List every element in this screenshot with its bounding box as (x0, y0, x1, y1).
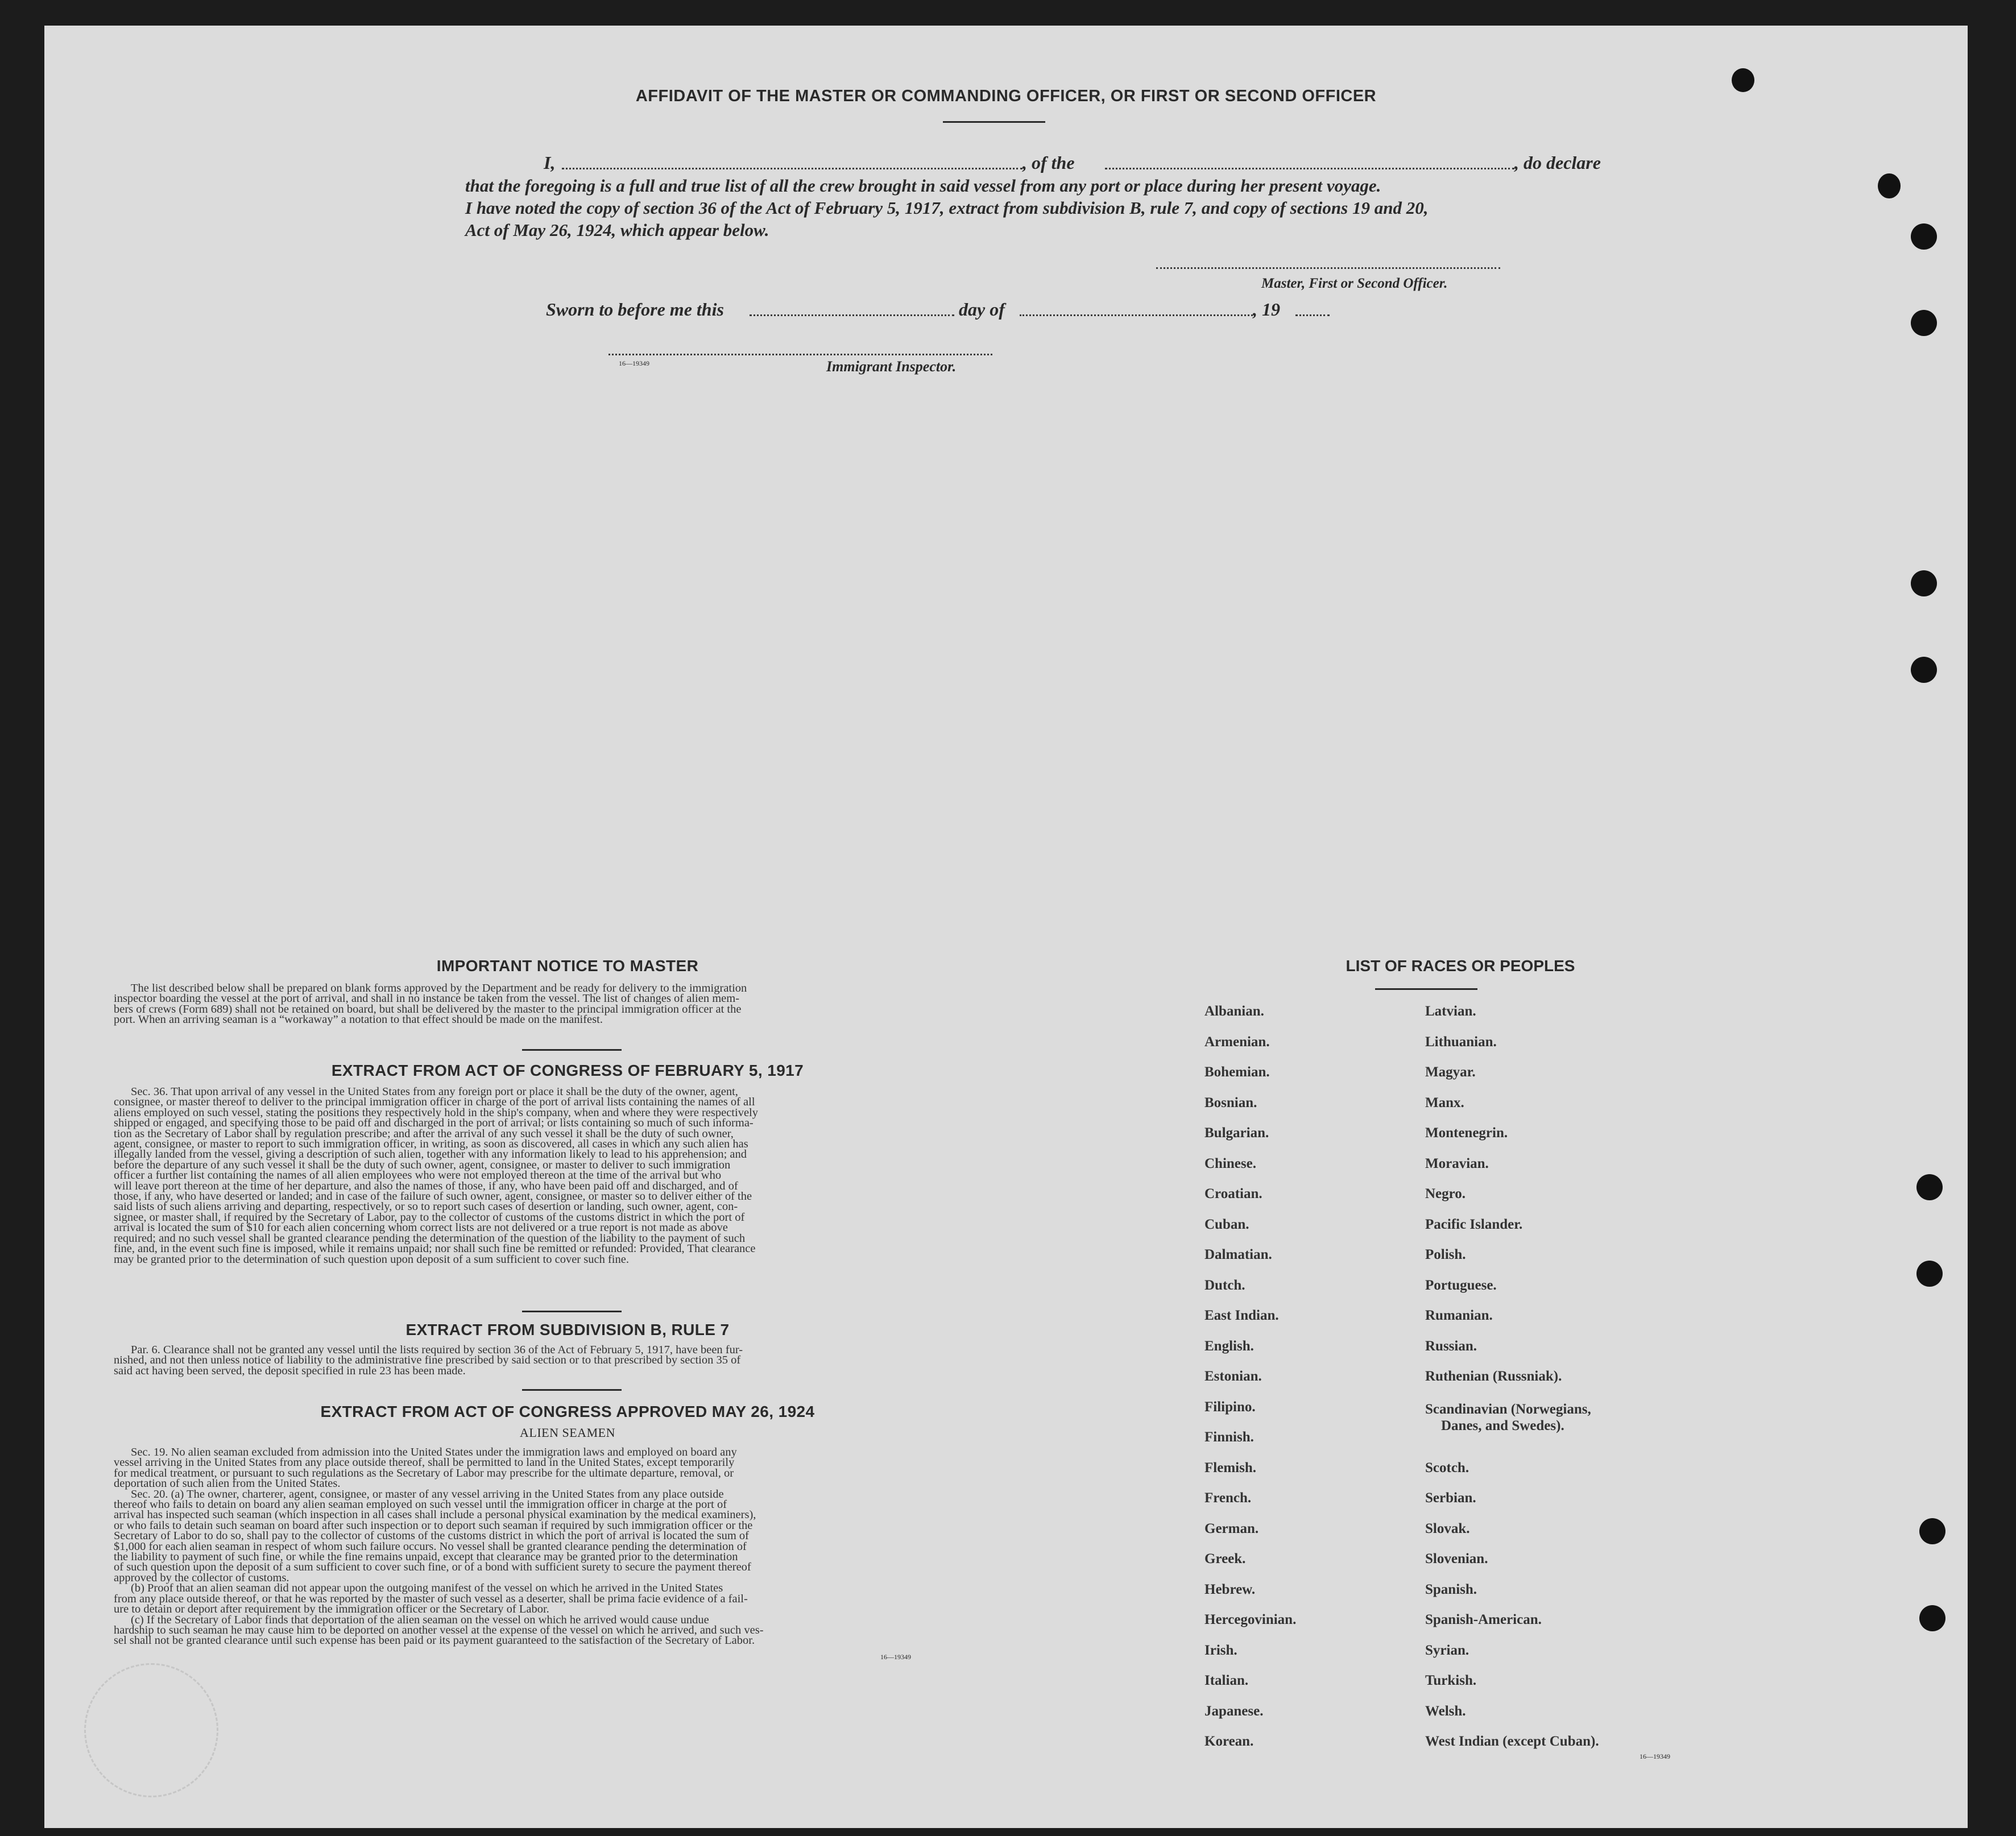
extract-line: tion as the Secretary of Labor shall by regulation prescribe; and after the arrival of any such vessel it shall be the duty of such owner, (114, 1127, 734, 1140)
notice-line: port. When an arriving seaman is a “workaway” a notation to that effect should be made on the manifest. (114, 1013, 603, 1026)
extract-line: will leave port thereon at the time of her departure, and also the names of those, if any, who have been paid off and discharged, and of (114, 1179, 738, 1192)
sworn-day: day of (959, 299, 1005, 320)
notice-line: The list described below shall be prepared on blank forms approved by the Department and be ready for delivery to the immigration (131, 982, 747, 994)
race-item: Russian. (1425, 1338, 1477, 1354)
punch-hole (1911, 570, 1937, 596)
extract-line: approved by the collector of customs. (114, 1571, 289, 1584)
extract-line: $1,000 for each alien seaman in respect of whom such failure occurs. No vessel shall be granted clearance pending the determination of (114, 1540, 747, 1553)
sworn-year: , 19 (1253, 299, 1280, 320)
race-item: Hercegovinian. (1204, 1612, 1297, 1627)
sworn-prefix: Sworn to before me this (546, 299, 724, 320)
race-item: Dalmatian. (1204, 1247, 1272, 1262)
race-item-continued: Danes, and Swedes). (1441, 1418, 1564, 1433)
declaration-line-3: I have noted the copy of section 36 of the Act of February 5, 1917, extract from subdivision B, rule 7, and copy of sections 19 and 20, (465, 198, 1429, 218)
extract-line: Secretary of Labor to do so, shall pay to the collector of customs of the customs district in which the port of arrival is located the sum of (114, 1530, 749, 1543)
race-item: Estonian. (1204, 1369, 1262, 1384)
extract-1924-title: EXTRACT FROM ACT OF CONGRESS APPROVED MAY 26, 1924 (320, 1403, 815, 1420)
punch-hole (1878, 173, 1901, 198)
signature-label: Master, First or Second Officer. (1261, 276, 1448, 291)
faint-stamp (84, 1663, 218, 1797)
races-title-underline (1375, 988, 1477, 990)
punch-hole (1916, 1174, 1943, 1200)
title-underline (943, 121, 1045, 123)
race-item: Scandinavian (Norwegians, (1425, 1402, 1591, 1417)
rule7-line: said act having been served, the deposit specified in rule 23 has been made. (114, 1364, 466, 1377)
extract-line: hardship to such seaman he may cause him to be deported on another vessel at the expense of the vessel on which he arrived, and such ves- (114, 1623, 764, 1636)
extract-line: (b) Proof that an alien seaman did not appear upon the outgoing manifest of the vessel on which he arrived in the United States (131, 1582, 723, 1595)
extract-line: required; and no such vessel shall be granted clearance pending the determination of the question of the liability to the payment of such (114, 1232, 746, 1245)
notice-body (114, 983, 983, 1025)
extract-line: officer a further list containing the names of all alien employees who were not employed thereon at the time of the arrival but who (114, 1169, 722, 1182)
race-item: Armenian. (1204, 1034, 1270, 1050)
extract-line: aliens employed on such vessel, stating the positions they respectively hold in the ship's company, when and where they were respectively (114, 1106, 758, 1119)
race-item: Chinese. (1204, 1155, 1256, 1171)
race-item: Bosnian. (1204, 1095, 1257, 1110)
extract-1917-body (114, 1087, 983, 1265)
document-page (44, 26, 1968, 1828)
extract-line: from any place outside thereof, or that he was reported by the master of such vessel as a deserter, shall be prima facie evidence of a fail- (114, 1592, 748, 1605)
divider (522, 1311, 622, 1312)
race-item: Serbian. (1425, 1490, 1476, 1506)
punch-hole (1911, 657, 1937, 683)
race-item: Turkish. (1425, 1673, 1477, 1688)
race-item: Spanish-American. (1425, 1612, 1542, 1627)
race-item: Finnish. (1204, 1429, 1254, 1445)
punch-hole (1916, 1261, 1943, 1287)
extract-line: consignee, or master thereof to deliver to the principal immigration officer in charge of the port of arrival lists containing the names of all (114, 1096, 755, 1109)
race-item: Dutch. (1204, 1277, 1245, 1293)
race-item: French. (1204, 1490, 1252, 1506)
rule7-line: Par. 6. Clearance shall not be granted any vessel until the lists required by section 36 of the Act of February 5, 1917, have been fur- (131, 1344, 743, 1356)
extract-line: of such question upon the deposit of a sum sufficient to cover such fine, or of a bond with sufficient surety to secure the payment thereof (114, 1561, 751, 1574)
race-item: West Indian (except Cuban). (1425, 1734, 1599, 1749)
extract-line: the liability to payment of such fine, or while the fine remains unpaid, except that clearance may be granted prior to the determination (114, 1551, 738, 1564)
extract-line: Sec. 36. That upon arrival of any vessel in the United States from any foreign port or place it shall be the duty of the owner, agent, (131, 1085, 738, 1098)
race-item: Slovak. (1425, 1520, 1470, 1536)
declaration-line-4: Act of May 26, 1924, which appear below. (465, 220, 769, 240)
race-item: Bulgarian. (1204, 1125, 1269, 1141)
race-item: Rumanian. (1425, 1308, 1493, 1323)
punch-hole (1911, 310, 1937, 336)
race-item: Spanish. (1425, 1581, 1477, 1597)
race-item: Albanian. (1204, 1004, 1264, 1019)
extract-line: (c) If the Secretary of Labor finds that deportation of the alien seaman on the vessel on which he arrived would cause undue (131, 1613, 709, 1626)
race-item: Greek. (1204, 1551, 1246, 1566)
punch-hole (1919, 1605, 1945, 1631)
extract-line: may be granted prior to the determination of such question upon deposit of a sum sufficient to cover such fine. (114, 1253, 629, 1266)
race-item: German. (1204, 1520, 1259, 1536)
extract-line: arrival has inspected such seaman (which inspection in all cases shall include a personal physical examination by the medical examiners), (114, 1508, 756, 1522)
declaration-of: , of the (1023, 152, 1075, 173)
race-item: Syrian. (1425, 1642, 1469, 1658)
inspector-blank (608, 354, 992, 355)
race-item: Hebrew. (1204, 1581, 1256, 1597)
extract-line: thereof who fails to detain on board any alien seaman employed on such vessel until the immigration officer in charge at the port of (114, 1498, 727, 1511)
declaration-line-1 (499, 152, 1705, 175)
race-item: Magyar. (1425, 1064, 1476, 1080)
extract-line: or who fails to detain such seaman on board after such inspection or to deport such seaman if required by such immigration officer or the (114, 1519, 753, 1532)
extract-line: before the departure of any such vessel it shall be the duty of such owner, agent, consignee, or master to deliver to such immigration (114, 1158, 731, 1171)
notice-line: bers of crews (Form 689) shall not be retained on board, but shall be delivered by the master to the principal immigration officer at the (114, 1002, 742, 1016)
signature-blank (1156, 267, 1500, 269)
race-item: Bohemian. (1204, 1064, 1270, 1080)
races-title: LIST OF RACES OR PEOPLES (1346, 957, 1575, 975)
punch-hole (1911, 223, 1937, 250)
extract-line: signee, or master shall, if required by the Secretary of Labor, pay to the collector of customs of the customs district in which the port of (114, 1211, 745, 1224)
divider (522, 1389, 622, 1391)
year-blank (1295, 314, 1330, 316)
extract-line: ure to detain or deport after requirement by the immigration officer or the Secretary of Labor. (114, 1603, 549, 1616)
extract-line: Sec. 20. (a) The owner, charterer, agent, consignee, or master of any vessel arriving in the United States from any place outside (131, 1487, 724, 1501)
race-item: Ruthenian (Russniak). (1425, 1369, 1562, 1384)
inspector-label: Immigrant Inspector. (826, 358, 957, 375)
race-item: Italian. (1204, 1673, 1249, 1688)
extract-line: fine, and, in the event such fine is imposed, while it remains unpaid; nor shall such fine be remitted or refunded: Provided, That clearance (114, 1242, 756, 1255)
race-item: Flemish. (1204, 1460, 1256, 1476)
race-item: East Indian. (1204, 1308, 1279, 1323)
rule7-body (114, 1345, 983, 1376)
divider (522, 1049, 622, 1051)
extract-line: those, if any, who have deserted or landed; and in case of the failure of such owner, agent, consignee, or master so to deliver either of the (114, 1190, 752, 1203)
extract-line: said lists of such aliens arriving and departing, respectively, or so to report such cases of desertion or landing, such owner, agent, con- (114, 1200, 738, 1213)
month-blank (1020, 314, 1253, 316)
extract-line: agent, consignee, or master to report to such immigration officer, in writing, as soon as discovered, all cases in which any such alien has (114, 1138, 748, 1151)
notice-title: IMPORTANT NOTICE TO MASTER (436, 957, 699, 975)
extract-line: shipped or engaged, and specifying those to be paid off and discharged in the port of arrival; or lists containing so much of such informa- (114, 1117, 754, 1130)
notice-line: inspector boarding the vessel at the port of arrival, and shall in no instance be taken from the vessel. The list of changes of alien mem- (114, 992, 740, 1005)
extract-line: deportation of such alien from the United States. (114, 1477, 341, 1490)
affidavit-form-number: 16—19349 (619, 359, 649, 367)
race-item: Montenegrin. (1425, 1125, 1508, 1141)
race-item: Polish. (1425, 1247, 1466, 1262)
extract-1924-body (114, 1447, 983, 1646)
rule7-title: EXTRACT FROM SUBDIVISION B, RULE 7 (405, 1321, 730, 1338)
race-item: Korean. (1204, 1734, 1254, 1749)
race-item: Filipino. (1204, 1399, 1256, 1415)
race-item: Japanese. (1204, 1703, 1264, 1719)
rule7-line: nished, and not then unless notice of liability to the administrative fine prescribed by said section or to that prescribed by section 35 of (114, 1354, 741, 1367)
vessel-blank (1105, 168, 1514, 169)
extract-line: sel shall not be granted clearance until such expense has been paid or its payment guaranteed to the satisfaction of the Secretary of Labor. (114, 1634, 755, 1647)
race-item: Croatian. (1204, 1186, 1262, 1201)
declaration-declare: , do declare (1514, 152, 1601, 173)
name-blank (562, 168, 1023, 169)
extract-line: vessel arriving in the United States from any place outside thereof, shall be permitted to land in the United States, except temporarily (114, 1456, 735, 1469)
race-item: Portuguese. (1425, 1277, 1497, 1293)
race-item: Pacific Islander. (1425, 1216, 1523, 1232)
race-item: Lithuanian. (1425, 1034, 1497, 1050)
extract-line: illegally landed from the vessel, giving a description of such alien, together with any information likely to lead to his apprehension; and (114, 1148, 747, 1161)
affidavit-title: AFFIDAVIT OF THE MASTER OR COMMANDING OFFICER, OR FIRST OR SECOND OFFICER (635, 87, 1377, 105)
races-form-number: 16—19349 (1640, 1752, 1670, 1760)
sworn-line (499, 299, 1352, 321)
extract-line: arrival is located the sum of $10 for each alien concerning whom correct lists are not delivered or a true report is not made as above (114, 1221, 728, 1234)
race-item: English. (1204, 1338, 1254, 1354)
race-item: Moravian. (1425, 1155, 1489, 1171)
punch-hole (1919, 1518, 1945, 1544)
alien-seamen-subtitle: ALIEN SEAMEN (520, 1425, 615, 1440)
race-item: Negro. (1425, 1186, 1466, 1201)
race-item: Latvian. (1425, 1004, 1476, 1019)
race-item: Cuban. (1204, 1216, 1249, 1232)
race-item: Irish. (1204, 1642, 1237, 1658)
race-item: Scotch. (1425, 1460, 1469, 1476)
declaration-i: I, (544, 152, 556, 173)
race-item: Manx. (1425, 1095, 1464, 1110)
punch-hole (1732, 68, 1754, 92)
extract-form-number: 16—19349 (880, 1653, 911, 1661)
day-blank (750, 314, 954, 316)
extract-line: Sec. 19. No alien seaman excluded from admission into the United States under the immigration laws and employed on board any (131, 1446, 737, 1458)
declaration-line-2: that the foregoing is a full and true list of all the crew brought in said vessel from any port or place during her present voyage. (465, 176, 1381, 196)
extract-line: for medical treatment, or pursuant to such regulations as the Secretary of Labor may prescribe for the ultimate departure, removal, or (114, 1466, 734, 1479)
race-item: Welsh. (1425, 1703, 1466, 1719)
extract-1917-title: EXTRACT FROM ACT OF CONGRESS OF FEBRUARY 5, 1917 (331, 1062, 804, 1079)
race-item: Slovenian. (1425, 1551, 1488, 1566)
